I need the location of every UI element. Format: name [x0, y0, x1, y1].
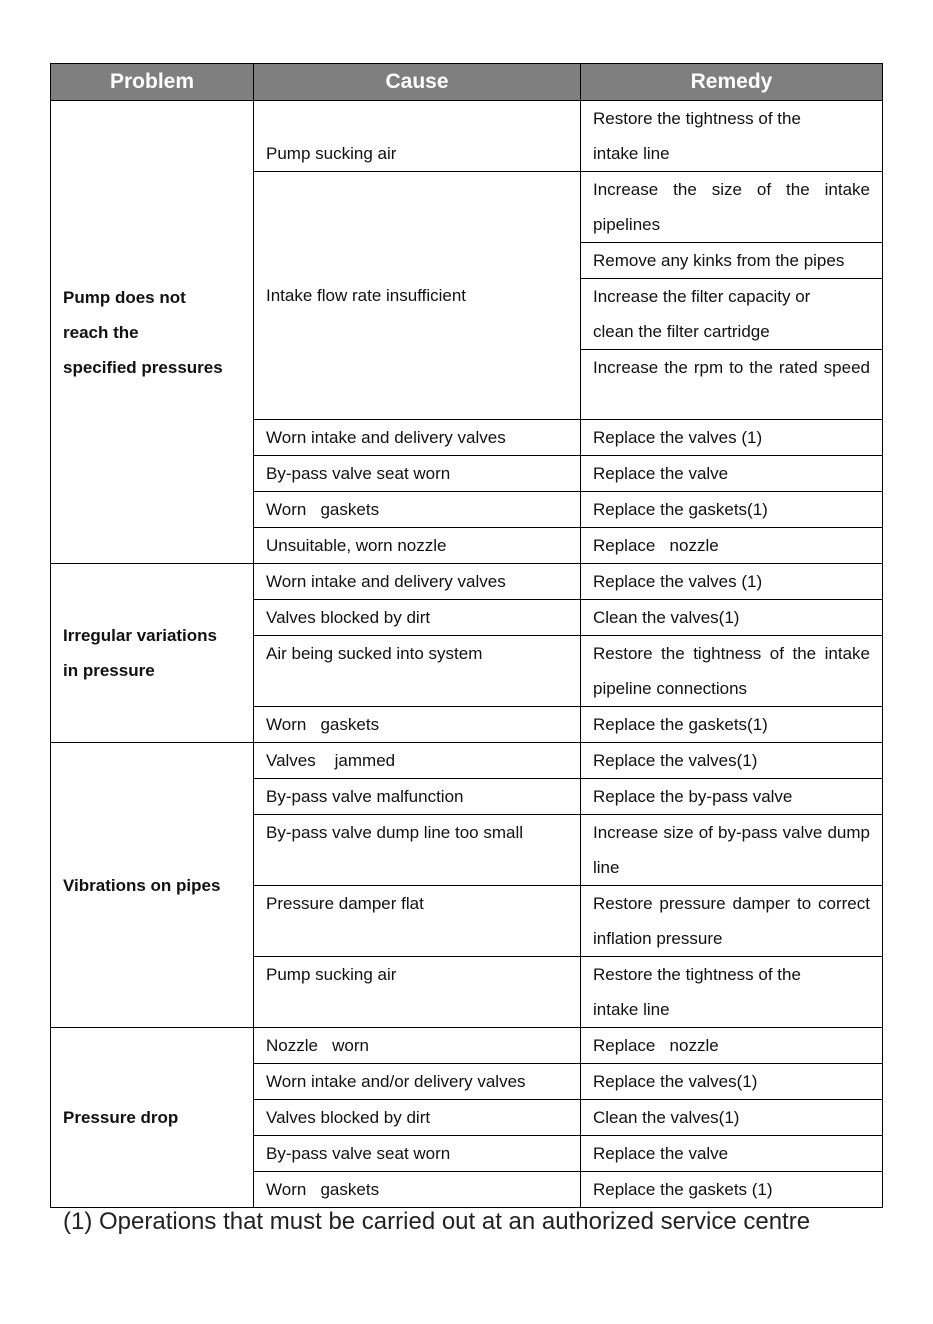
cause-cell: Worn gaskets [254, 1172, 581, 1208]
cause-cell: Valves jammed [254, 743, 581, 779]
remedy-cell: Replace the valves(1) [581, 743, 883, 779]
cause-cell: Pump sucking air [254, 957, 581, 1028]
cause-cell: Air being sucked into system [254, 636, 581, 707]
cause-cell: Worn intake and/or delivery valves [254, 1064, 581, 1100]
remedy-cell: Replace the valves(1) [581, 1064, 883, 1100]
table-header-row [51, 64, 883, 101]
cause-cell: By-pass valve dump line too small [254, 815, 581, 886]
cause-cell: By-pass valve seat worn [254, 1136, 581, 1172]
remedy-cell: Increase the filter capacity or clean the filter cartridge [581, 279, 883, 350]
remedy-cell: Restore the tightness of the intake line [581, 957, 883, 1028]
problem-cell: Pump does not reach the specified pressures [51, 101, 254, 564]
remedy-cell: Increase size of by-pass valve dump line [581, 815, 883, 886]
remedy-cell: Replace the gaskets (1) [581, 1172, 883, 1208]
header-cause: Cause [254, 64, 581, 101]
table-row [51, 101, 883, 172]
remedy-cell: Replace the gaskets(1) [581, 492, 883, 528]
remedy-cell: Replace the valve [581, 456, 883, 492]
cause-cell: Intake flow rate insufficient [254, 172, 581, 420]
remedy-cell: Clean the valves(1) [581, 600, 883, 636]
remedy-cell: Restore the tightness of the intake pipeline connections [581, 636, 883, 707]
cause-cell: Valves blocked by dirt [254, 600, 581, 636]
remedy-cell: Replace the by-pass valve [581, 779, 883, 815]
remedy-cell: Restore the tightness of the intake line [581, 101, 883, 172]
cause-cell: Pump sucking air [254, 101, 581, 172]
remedy-cell: Replace the valves (1) [581, 564, 883, 600]
remedy-cell: Replace nozzle [581, 1028, 883, 1064]
header-remedy: Remedy [581, 64, 883, 101]
cause-cell: Pressure damper flat [254, 886, 581, 957]
remedy-cell: Replace nozzle [581, 528, 883, 564]
remedy-cell: Clean the valves(1) [581, 1100, 883, 1136]
cause-cell: Worn intake and delivery valves [254, 420, 581, 456]
table-row [51, 564, 883, 600]
remedy-cell: Replace the valves (1) [581, 420, 883, 456]
table-row [51, 1028, 883, 1064]
problem-cell: Pressure drop [51, 1028, 254, 1208]
cause-cell: Valves blocked by dirt [254, 1100, 581, 1136]
problem-cell: Vibrations on pipes [51, 743, 254, 1028]
remedy-cell: Replace the valve [581, 1136, 883, 1172]
cause-cell: Worn intake and delivery valves [254, 564, 581, 600]
cause-cell: Nozzle worn [254, 1028, 581, 1064]
cause-cell: By-pass valve seat worn [254, 456, 581, 492]
cause-cell: Unsuitable, worn nozzle [254, 528, 581, 564]
cause-cell: Worn gaskets [254, 707, 581, 743]
troubleshooting-table [50, 63, 883, 1208]
troubleshooting-table-wrap [50, 63, 882, 1208]
remedy-cell: Remove any kinks from the pipes [581, 243, 883, 279]
remedy-cell: Increase the rpm to the rated speed [581, 350, 883, 420]
remedy-cell: Replace the gaskets(1) [581, 707, 883, 743]
header-problem: Problem [51, 64, 254, 101]
table-row [51, 743, 883, 779]
cause-cell: By-pass valve malfunction [254, 779, 581, 815]
footnote: (1) Operations that must be carried out at an authorized service centre [63, 1208, 811, 1235]
problem-cell: Irregular variations in pressure [51, 564, 254, 743]
remedy-cell: Restore pressure damper to correct inflation pressure [581, 886, 883, 957]
remedy-cell: Increase the size of the intake pipelines [581, 172, 883, 243]
cause-cell: Worn gaskets [254, 492, 581, 528]
